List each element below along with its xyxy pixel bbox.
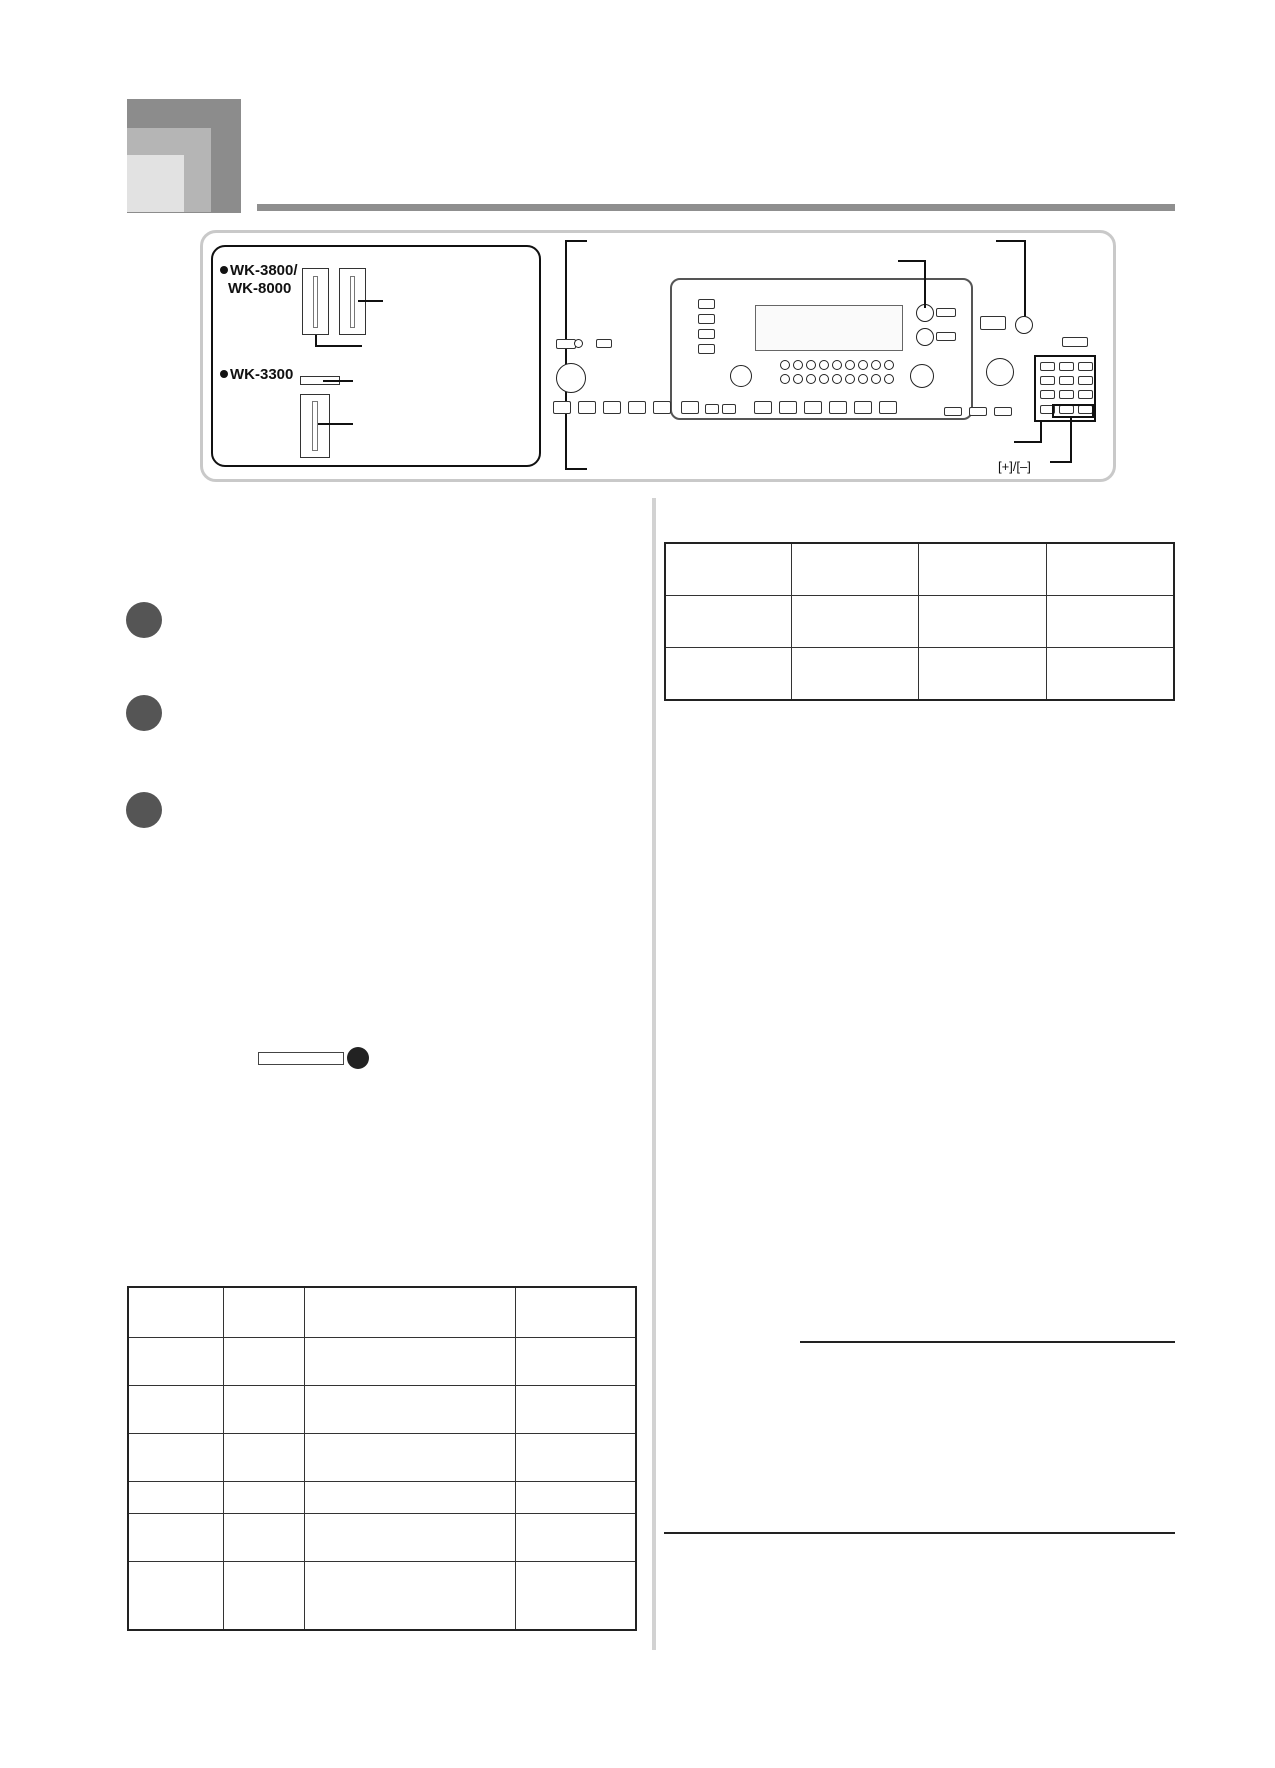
panel-button xyxy=(578,401,596,414)
rhythm-button-icon xyxy=(916,328,934,346)
table-row xyxy=(665,647,1174,700)
table-row xyxy=(665,543,1174,595)
bracket-vertical xyxy=(565,240,567,470)
table-row xyxy=(128,1481,636,1513)
panel-button xyxy=(854,401,872,414)
table-row xyxy=(128,1287,636,1337)
model-a-label xyxy=(220,262,298,280)
panel-button xyxy=(722,404,736,414)
mode-button xyxy=(596,339,612,348)
transpose-button-icon xyxy=(1015,316,1033,334)
leader-line xyxy=(898,260,926,262)
table-row xyxy=(128,1433,636,1481)
leader-line xyxy=(1050,461,1072,463)
panel-button xyxy=(969,407,987,416)
leader-line xyxy=(1070,418,1072,463)
power-button xyxy=(556,339,576,349)
dial-icon xyxy=(730,365,752,387)
leader-line xyxy=(1024,240,1026,324)
table-row xyxy=(128,1513,636,1561)
leader-line xyxy=(924,260,926,308)
category-button xyxy=(698,329,715,339)
panel-button xyxy=(994,407,1012,416)
table-row xyxy=(665,595,1174,647)
power-led-icon xyxy=(574,339,583,348)
panel-button xyxy=(705,404,719,414)
panel-button xyxy=(681,401,699,414)
pitch-bend-wheel-3300 xyxy=(300,394,330,458)
pitch-bend-wheel xyxy=(302,268,329,335)
panel-button xyxy=(754,401,772,414)
category-button xyxy=(698,344,715,354)
cursor-pad-icon xyxy=(986,358,1014,386)
bullet-icon xyxy=(220,370,228,378)
panel-button xyxy=(653,401,671,414)
step-2-icon xyxy=(126,695,162,731)
leader-line xyxy=(323,380,353,382)
leader-line xyxy=(1040,421,1042,443)
rhythm-label xyxy=(936,332,956,341)
right-table xyxy=(664,542,1175,701)
panel-button xyxy=(553,401,571,414)
column-divider xyxy=(652,498,656,1650)
category-button xyxy=(698,299,715,309)
model-a-line1: WK-3800/ xyxy=(230,262,298,279)
panel-button xyxy=(603,401,621,414)
bracket-top xyxy=(565,240,587,242)
keypad-top-button xyxy=(1062,337,1088,347)
lcd-display xyxy=(755,305,903,351)
bracket-bottom xyxy=(565,468,587,470)
panel-button xyxy=(944,407,962,416)
bullet-icon xyxy=(220,266,228,274)
volume-knob xyxy=(556,363,586,393)
step-1-icon xyxy=(126,602,162,638)
reference-bar xyxy=(258,1052,344,1065)
leader-line xyxy=(996,240,1026,242)
number-buttons xyxy=(780,360,910,386)
header-square-light xyxy=(127,155,184,212)
leader-line xyxy=(358,300,383,302)
leader-line xyxy=(318,423,353,425)
model-a-line2: WK-8000 xyxy=(228,280,292,297)
panel-button xyxy=(829,401,847,414)
panel-button xyxy=(779,401,797,414)
leader-line xyxy=(315,345,362,347)
category-button xyxy=(698,314,715,324)
dsp-button xyxy=(980,316,1006,330)
table-row xyxy=(128,1337,636,1385)
reference-dot-icon xyxy=(347,1047,369,1069)
table-row xyxy=(128,1385,636,1433)
left-table xyxy=(127,1286,637,1631)
panel-button xyxy=(804,401,822,414)
model-b-text: WK-3300 xyxy=(230,366,294,383)
tone-label xyxy=(936,308,956,317)
plus-minus-label: [+]/[–] xyxy=(998,459,1031,474)
header-rule xyxy=(257,204,1175,211)
panel-button xyxy=(879,401,897,414)
step-3-icon xyxy=(126,792,162,828)
plus-minus-buttons xyxy=(1052,404,1094,418)
note-rule xyxy=(800,1341,1175,1343)
panel-button xyxy=(628,401,646,414)
section-rule xyxy=(664,1532,1175,1534)
table-row xyxy=(128,1561,636,1630)
leader-line xyxy=(1014,441,1042,443)
model-b-label xyxy=(220,366,293,384)
jog-dial-icon xyxy=(910,364,934,388)
